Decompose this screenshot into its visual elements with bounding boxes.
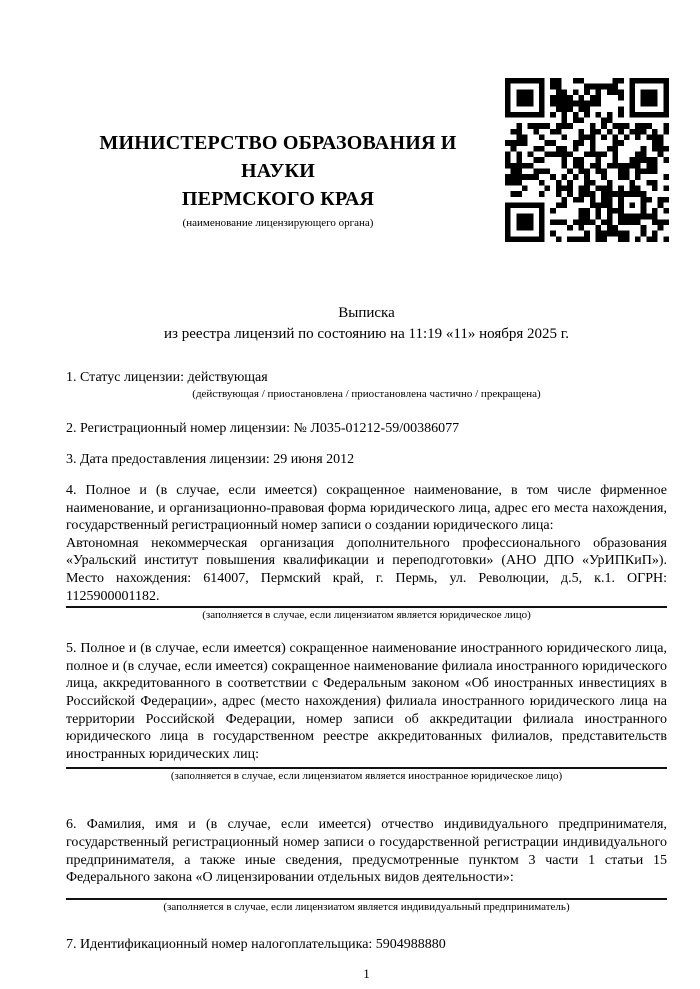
ministry-name-line2: ПЕРМСКОГО КРАЯ	[181, 188, 375, 210]
item-license-status	[66, 369, 667, 401]
legal-entity-label: 4. Полное и (в случае, если имеется) сокращенное наименование, в том числе фирменное наименование, и организационно-правовая форма юридического лица, адрес его места нахождения, государственный регистрационный номер записи о создании юридического лица:	[66, 483, 667, 534]
foreign-legal-entity-label: 5. Полное и (в случае, если имеется) сокращенное наименование иностранного юридического лица, полное и (в случае, если имеется) сокращенное наименование филиала иностранного юридического лица, аккредитованного в соответствии с Федеральным законом «Об иностранных инвестициях в Российской Федерации», адрес (место нахождения) филиала иностранного юридического лица на территории Российской Федерации, номер записи об аккредитации филиала иностранного юридического лица в государственном реестре аккредитованных филиалов, представительств иностранных юридических лиц:	[66, 641, 667, 762]
license-grant-date-text: 3. Дата предоставления лицензии: 29 июня 2012	[66, 452, 355, 467]
ministry-name-line1: МИНИСТЕРСТВО ОБРАЗОВАНИЯ И НАУКИ	[99, 132, 457, 182]
legal-entity-underline	[66, 606, 667, 608]
license-status-text: 1. Статус лицензии: действующая	[66, 370, 268, 385]
item-foreign-legal-entity	[66, 640, 667, 783]
page-number: 1	[363, 965, 370, 981]
document-subtitle: из реестра лицензий по состоянию на 11:19 «11» ноября 2025 г.	[164, 326, 569, 342]
registration-number-text: 2. Регистрационный номер лицензии: № Л035-01212-59/00386077	[66, 421, 460, 436]
taxpayer-id-text: 7. Идентификационный номер налогоплательщика: 5904988880	[66, 936, 446, 952]
document-title-block	[66, 303, 667, 345]
license-status-options-caption: (действующая / приостановлена / приостановлена частично / прекращена)	[192, 388, 541, 400]
item-taxpayer-id	[66, 936, 667, 954]
item-individual-entrepreneur	[66, 816, 667, 913]
document-body	[66, 0, 667, 982]
legal-entity-caption: (заполняется в случае, если лицензиатом является юридическое лицо)	[202, 609, 531, 622]
document-title: Выписка	[338, 305, 395, 321]
item-legal-entity	[66, 482, 667, 622]
individual-entrepreneur-label: 6. Фамилия, имя и (в случае, если имеется) отчество индивидуального предпринимателя, государственный регистрационный номер записи о государственной регистрации индивидуального предпринимателя, а также иные сведения, предусмотренные пунктом 3 части 1 статьи 15 Федерального закона «О лицензировании отдельных видов деятельности»:	[66, 817, 667, 886]
foreign-legal-entity-underline	[66, 767, 667, 769]
individual-entrepreneur-caption: (заполняется в случае, если лицензиатом является индивидуальный предприниматель)	[163, 900, 570, 913]
item-license-grant-date	[66, 451, 667, 469]
foreign-legal-entity-caption: (заполняется в случае, если лицензиатом является иностранное юридическое лицо)	[170, 770, 563, 783]
item-registration-number	[66, 420, 667, 438]
individual-entrepreneur-underline	[66, 898, 667, 900]
ministry-name-caption: (наименование лицензирующего органа)	[182, 217, 374, 229]
legal-entity-value: Автономная некоммерческая организация дополнительного профессионального образования «Уральский институт повышения квалификации и переподготовки» (АНО ДПО «УрИПКиП»). Место нахождения: 614007, Пермский край, г. Пермь, ул. Революции, д.5, к.1. ОГРН: 1125900001182.	[66, 535, 667, 604]
